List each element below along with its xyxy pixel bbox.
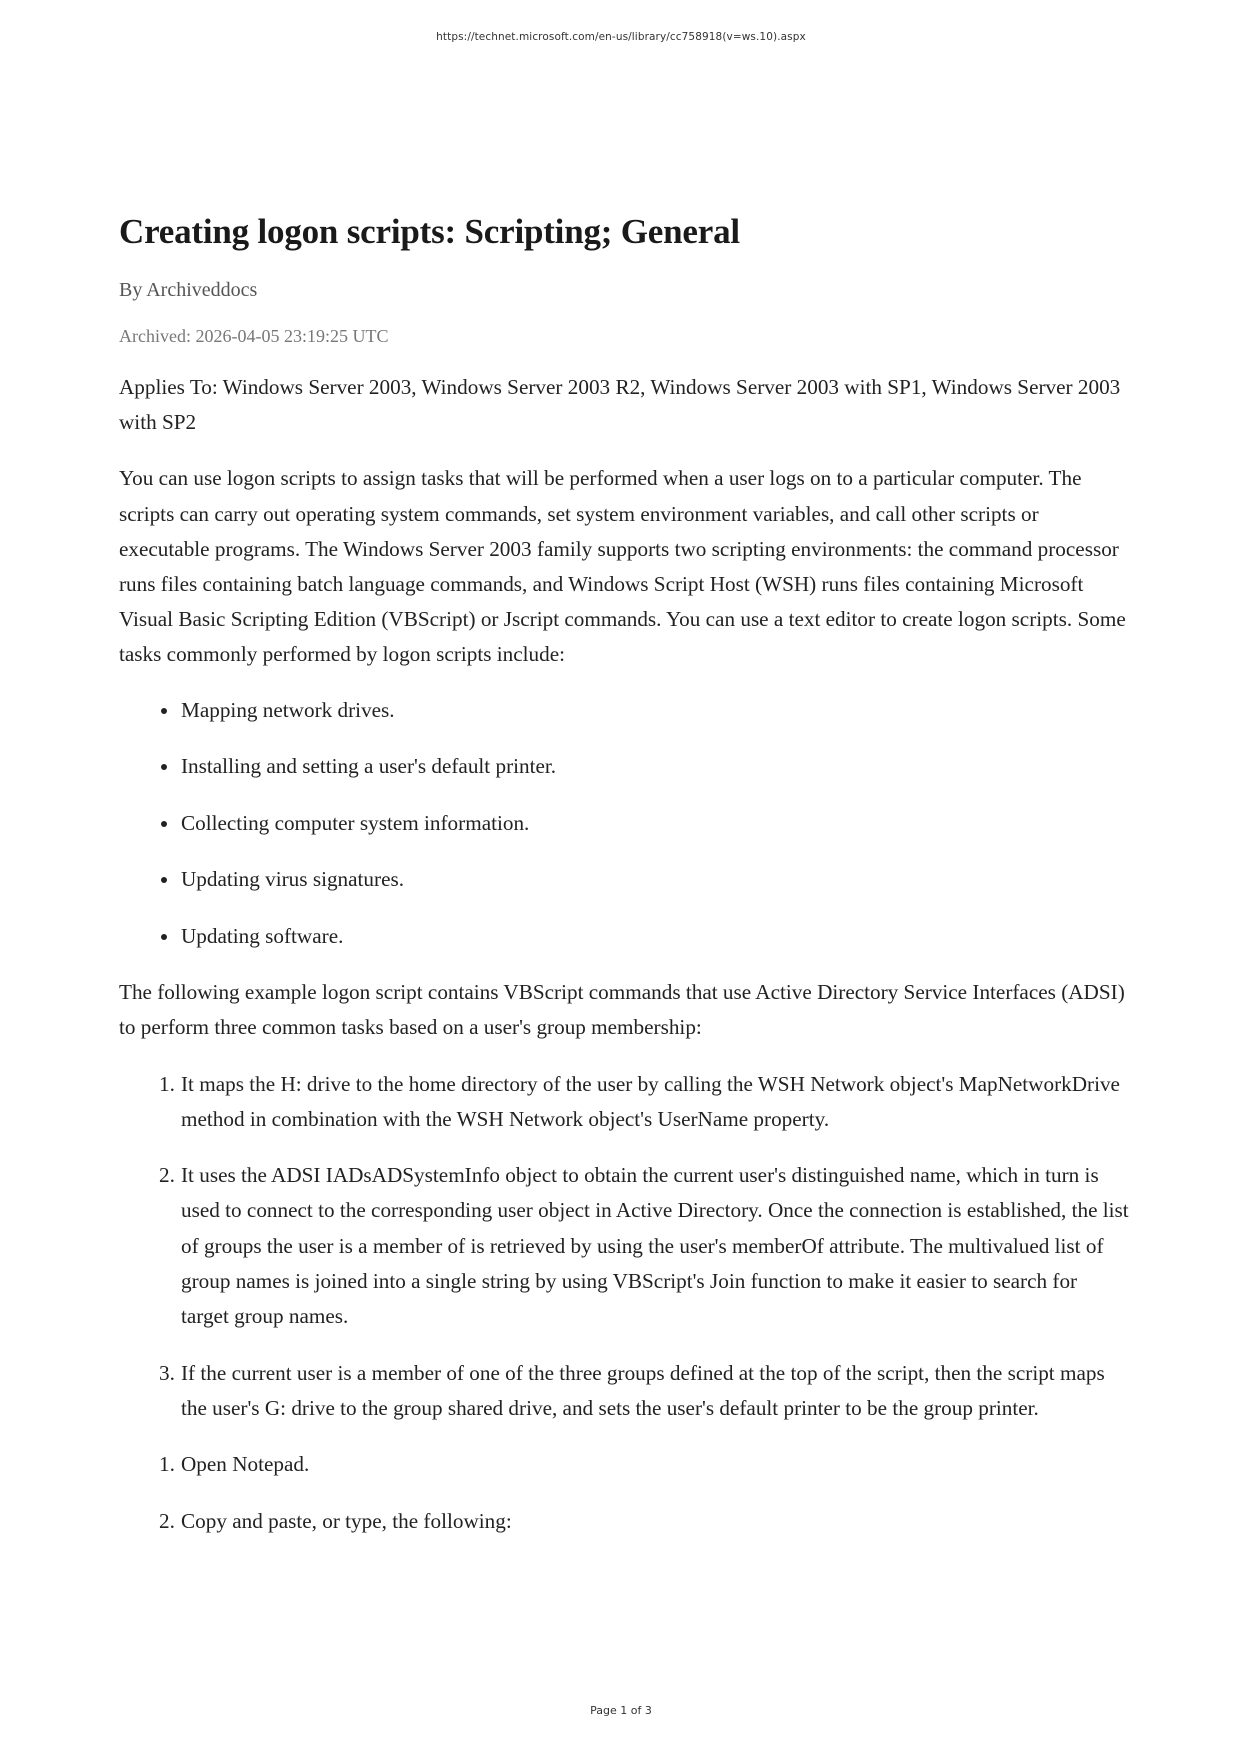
list-item [159,1504,1129,1539]
bullet-icon [161,877,167,883]
archived-timestamp: Archived: 2026-04-05 23:19:25 UTC [119,326,389,346]
list-item [159,1158,1129,1334]
list-item-text: It uses the ADSI IADsADSystemInfo object to obtain the current user's distinguished name, which in turn is used to connect to the corresponding user object in Active Directory. Once the connection is established, the list of groups the user is a member of is retrieved by using the user's memberOf attribute. The multivalued list of group names is joined into a single string by using VBScript's Join function to make it easier to search for target group names. [181,1163,1129,1329]
bullet-icon [161,764,167,770]
list-item-text: Mapping network drives. [181,697,395,722]
author-byline: By Archiveddocs [119,279,258,301]
list-item-number: 2. [159,1163,175,1188]
page-number-footer: Page 1 of 3 [590,1704,652,1717]
list-item-number: 3. [159,1360,175,1385]
list-item [181,806,1129,841]
list-item-text: Updating software. [181,923,344,948]
list-item-text: Open Notepad. [181,1452,310,1477]
list-item [159,1356,1129,1426]
page-title: Creating logon scripts: Scripting; General [119,212,740,251]
bullet-icon [161,821,167,827]
list-item-number: 1. [159,1452,175,1477]
intro-paragraph: You can use logon scripts to assign tasks that will be performed when a user logs on to a particular computer. The scripts can carry out operating system commands, set system environment variables, and call other scripts or executable programs. The Windows Server 2003 family supports two scripting environments: the command processor runs files containing batch language commands, and Windows Script Host (WSH) runs files containing Microsoft Visual Basic Scripting Edition (VBScript) or Jscript commands. You can use a text editor to create logon scripts. Some tasks commonly performed by logon scripts include: [119,466,1126,667]
list-item-number: 1. [159,1071,175,1096]
article-content [119,210,1129,1560]
list-item [181,749,1129,784]
example-steps-list [119,1067,1129,1426]
list-item [159,1447,1129,1482]
procedure-steps-list [119,1447,1129,1539]
list-item-text: Updating virus signatures. [181,867,405,892]
list-item-text: If the current user is a member of one of the three groups defined at the top of the script, then the script maps the user's G: drive to the group shared drive, and sets the user's default printer to be the group printer. [181,1360,1105,1420]
list-item [181,693,1129,728]
list-item-text: Installing and setting a user's default printer. [181,754,557,779]
list-item-number: 2. [159,1508,175,1533]
tasks-list [119,693,1129,954]
list-item-text: Collecting computer system information. [181,810,530,835]
page-url-header: https://technet.microsoft.com/en-us/library/cc758918(v=ws.10).aspx [436,31,806,43]
list-item [181,919,1129,954]
list-item-text: It maps the H: drive to the home directory of the user by calling the WSH Network object's MapNetworkDrive method in combination with the WSH Network object's UserName property. [181,1071,1120,1131]
bullet-icon [161,934,167,940]
example-intro-paragraph: The following example logon script contains VBScript commands that use Active Directory Service Interfaces (ADSI) to perform three common tasks based on a user's group membership: [119,980,1125,1040]
list-item [181,862,1129,897]
bullet-icon [161,708,167,714]
applies-to-paragraph: Applies To: Windows Server 2003, Windows Server 2003 R2, Windows Server 2003 with SP1, Windows Server 2003 with SP2 [119,375,1121,435]
list-item-text: Copy and paste, or type, the following: [181,1508,512,1533]
list-item [159,1067,1129,1137]
